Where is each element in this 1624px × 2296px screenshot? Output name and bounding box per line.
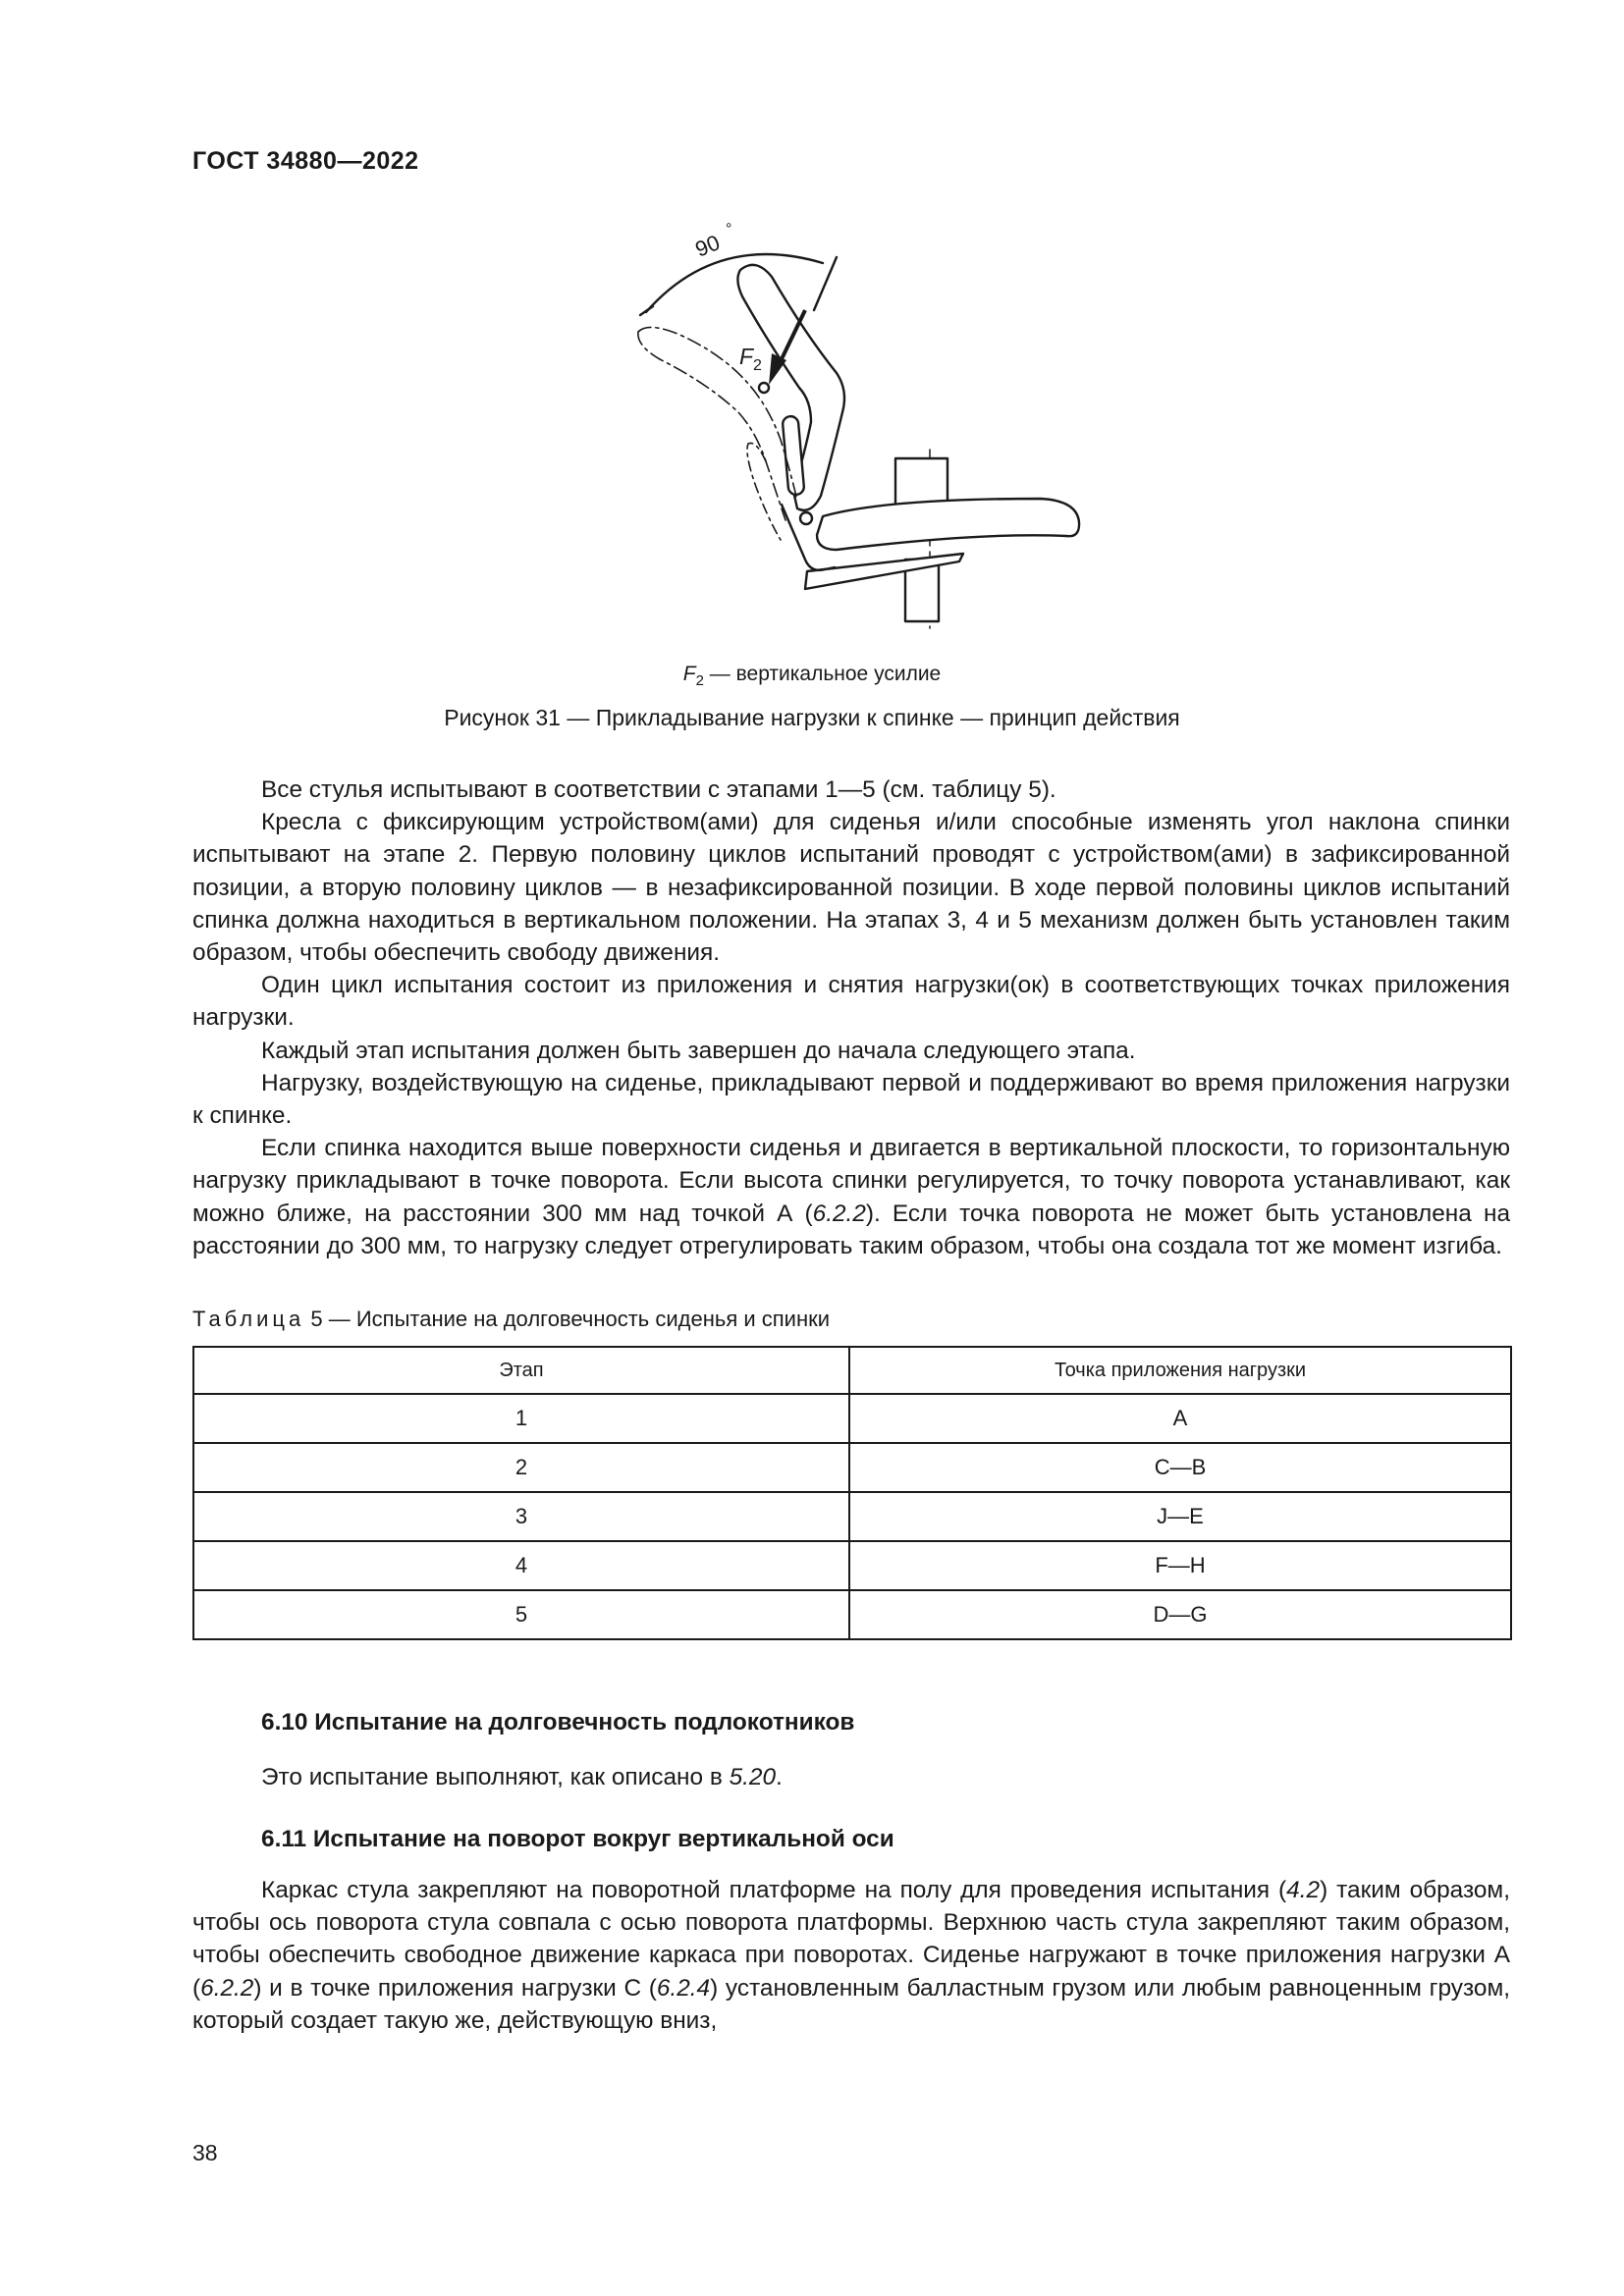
body-text-top [192,774,1510,1262]
legend-text: — вертикальное усилие [703,663,942,685]
table-row [193,1443,1511,1492]
paragraph-swivel-test: Каркас стула закрепляют на поворотной платформе на полу для проведения испытания (4.2) таким образом, чтобы ось поворота стула совпала с осью поворота платформы. Верхнюю часть стула закрепляют таким образом, чтобы обеспечить свободное движение каркаса при поворотах. Сиденье нагружают в точке приложения нагрузки А (6.2.2) и в точке приложения нагрузки С (6.2.4) установленным балластным грузом или любым равноценным грузом, который создает такую же, действующую вниз, [192,1877,1510,2034]
clause-reference: 6.2.2 [200,1974,254,2002]
header-load-point: Точка приложения нагрузки [849,1347,1511,1394]
clause-reference: 6.2.4 [656,1974,711,2002]
table-caption: Таблица 5 — Испытание на долговечность сиденья и спинки [192,1307,831,1331]
legend-subscript: 2 [695,672,704,690]
table-row [193,1590,1511,1639]
section-6-10-text: Это испытание выполняют, как описано в 5.20. [261,1764,783,1790]
degree-mark: ° [726,221,732,238]
figure-legend [0,663,1624,689]
stage-cell: 5 [193,1590,849,1639]
force-subscript: 2 [753,357,762,374]
load-point-cell: F—H [849,1541,1511,1590]
paragraph: Нагрузку, воздействующую на сиденье, прикладывают первой и поддерживают во время приложения нагрузки к спинке. [192,1069,1510,1130]
page-number: 38 [192,2140,218,2165]
backrest-tilted-inner [638,332,785,520]
table-row [193,1541,1511,1590]
angle-arc [646,254,823,312]
section-heading-6-10: 6.10 Испытание на долговечность подлокотников [261,1709,855,1735]
load-point [759,383,769,393]
stage-cell: 1 [193,1394,849,1443]
load-point-cell: А [849,1394,1511,1443]
paragraph: Один цикл испытания состоит из приложения и снятия нагрузки(ок) в соответствующих точках приложения нагрузки. [192,972,1510,1032]
section-heading-6-11: 6.11 Испытание на поворот вокруг вертикальной оси [261,1826,894,1852]
clause-reference: 4.2 [1286,1877,1321,1903]
table-row [193,1394,1511,1443]
load-point-cell: J—E [849,1492,1511,1541]
paragraph: Каждый этап испытания должен быть завершен до начала следующего этапа. [261,1037,1136,1064]
load-point-cell: С—В [849,1443,1511,1492]
seat-shape [817,499,1079,550]
hinge-pivot [800,512,812,524]
durability-table [192,1346,1512,1640]
figure-caption: Рисунок 31 — Прикладывание нагрузки к спинке — принцип действия [444,705,1180,730]
clause-reference: 5.20 [729,1764,777,1790]
chair-backrest-figure [609,211,1100,643]
arc-tick-left [640,306,653,315]
body-text-bottom [192,1874,1510,2037]
force-label: F [739,344,754,369]
table-header-row [193,1347,1511,1394]
stage-cell: 3 [193,1492,849,1541]
paragraph: Кресла с фиксирующим устройством(ами) для сиденья и/или способные изменять угол наклона спинки испытывают на этапе 2. Первую половину циклов испытаний проводят с устройством(ами) в зафиксированной позиции, а вторую половину циклов — в незафиксированной позиции. В ходе первой половины циклов испытаний спинка должна находиться в вертикальном положении. На этапах 3, 4 и 5 механизм должен быть установлен таким образом, чтобы обеспечить свободу движения. [192,809,1510,967]
clause-reference: 6.2.2 [812,1200,866,1227]
extension-line-right [814,257,837,310]
angle-label: 90 [691,230,724,262]
document-header: ГОСТ 34880—2022 [192,147,419,175]
table-row [193,1492,1511,1541]
paragraph: Все стулья испытывают в соответствии с этапами 1—5 (см. таблицу 5). [261,776,1056,803]
load-point-cell: D—G [849,1590,1511,1639]
header-stage: Этап [193,1347,849,1394]
legend-symbol: F [682,663,696,685]
paragraph-pivot-point: Если спинка находится выше поверхности сиденья и двигается в вертикальной плоскости, то горизонтальную нагрузку прикладывают в точке поворота. Если высота спинки регулируется, то точку поворота устанавливают, как можно ближе, на расстоянии 300 мм над точкой А (6.2.2). Если точка поворота не может быть установлена на расстоянии до 300 мм, то нагрузку следует отрегулировать таким образом, чтобы она создала тот же момент изгиба. [192,1135,1511,1259]
stage-cell: 2 [193,1443,849,1492]
stage-cell: 4 [193,1541,849,1590]
backrest-tilted-outer [638,327,797,501]
